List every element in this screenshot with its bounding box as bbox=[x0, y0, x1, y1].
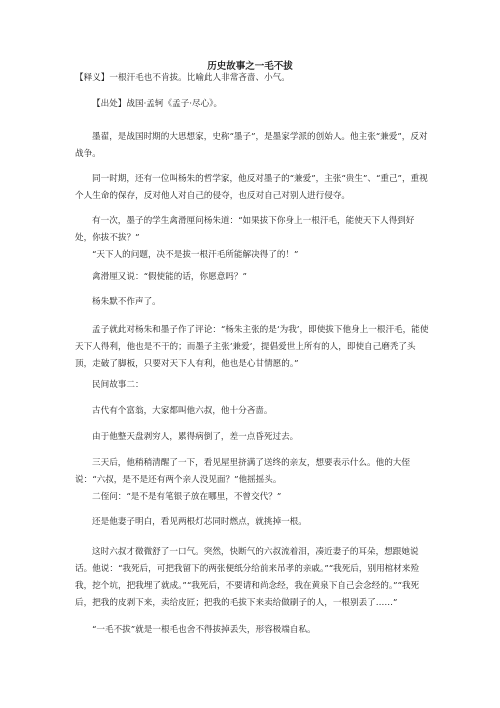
paragraph-yangzhu: 同一时期，还有一位叫杨朱的哲学家，他反对墨子的“兼爱”，主张“贵生”、“重己”，重视个人生命的保存，反对他人对自己的侵夺，也反对自己对别人进行侵夺。 bbox=[75, 174, 428, 201]
document-title: 历史故事之一毛不拔 bbox=[207, 61, 293, 72]
paragraph-illness: 由于他整天盘剥穷人，累得病倒了，差一点昏死过去。 bbox=[92, 432, 299, 442]
paragraph-second-nephew: 二侄问：“是不是有笔银子放在哪里，不曾交代？” bbox=[92, 492, 282, 502]
paragraph-wife: 还是他妻子明白，看见两根灯芯同时燃点，就挑掉一根。 bbox=[92, 517, 307, 527]
paragraph-folk-story-heading: 民间故事二： bbox=[92, 380, 144, 390]
paragraph-definition: 【释义】一根汗毛也不肯拔。比喻此人非常吝啬、小气。 bbox=[75, 73, 290, 83]
paragraph-followup: 禽滑厘又说：“假使能的话，你愿意吗？” bbox=[92, 272, 247, 282]
paragraph-rich-man: 古代有个富翁，大家都叫他六叔，他十分吝啬。 bbox=[92, 406, 273, 416]
paragraph-last-words: 这时六叔才微微舒了一口气。突然，快断气的六叔流着泪，凑近妻子的耳朵，想跟她说话。他说：“我死后，可把我留下的两张便纸分给前来吊孝的亲戚。”“我死后，别用棺材来殓我，挖个坑，把我埋了就成。”“我死后，不要请和尚念经，我在黄泉下自己会念经的。”“我死后，把我的皮剥下来，卖给皮匠；把我的毛拔下来卖给做刷子的人，一根别丢了……” bbox=[75, 547, 420, 608]
paragraph-mozi: 墨翟，是战国时期的大思想家，史称“墨子”，是墨家学派的创始人。他主张“兼爱”，反对战争。 bbox=[75, 132, 428, 159]
paragraph-source: 【出处】战国·孟轲《孟子·尽心》。 bbox=[92, 99, 223, 109]
paragraph-mencius-comment: 孟子就此对杨朱和墨子作了评论：“杨朱主张的是‘为我’，即使拔下他身上一根汗毛，能使天下人得利，他也是不干的；而墨子主张‘兼爱’，提倡爱世上所有的人，即使自己磨秃了头顶，走破了脚板，只要对天下人有利，他也是心甘情愿的。” bbox=[75, 325, 429, 369]
paragraph-silence: 杨朱默不作声了。 bbox=[92, 297, 161, 307]
paragraph-conclusion: “一毛不拔”就是一根毛也舍不得拔掉丢失，形容极端自私。 bbox=[92, 625, 316, 635]
paragraph-question: 有一次，墨子的学生禽滑厘问杨朱道：“如果拔下你身上一根汗毛，能使天下人得到好处，你拔不拔？” bbox=[75, 216, 415, 243]
paragraph-answer: “天下人的问题，决不是拔一根汗毛所能解决得了的！” bbox=[92, 250, 299, 260]
paragraph-nephew: 三天后，他稍稍清醒了一下，看见屋里挤满了送终的亲友，想要表示什么。他的大侄说：“六叔，是不是还有两个亲人没见面？”他摇摇头。 bbox=[75, 458, 410, 485]
